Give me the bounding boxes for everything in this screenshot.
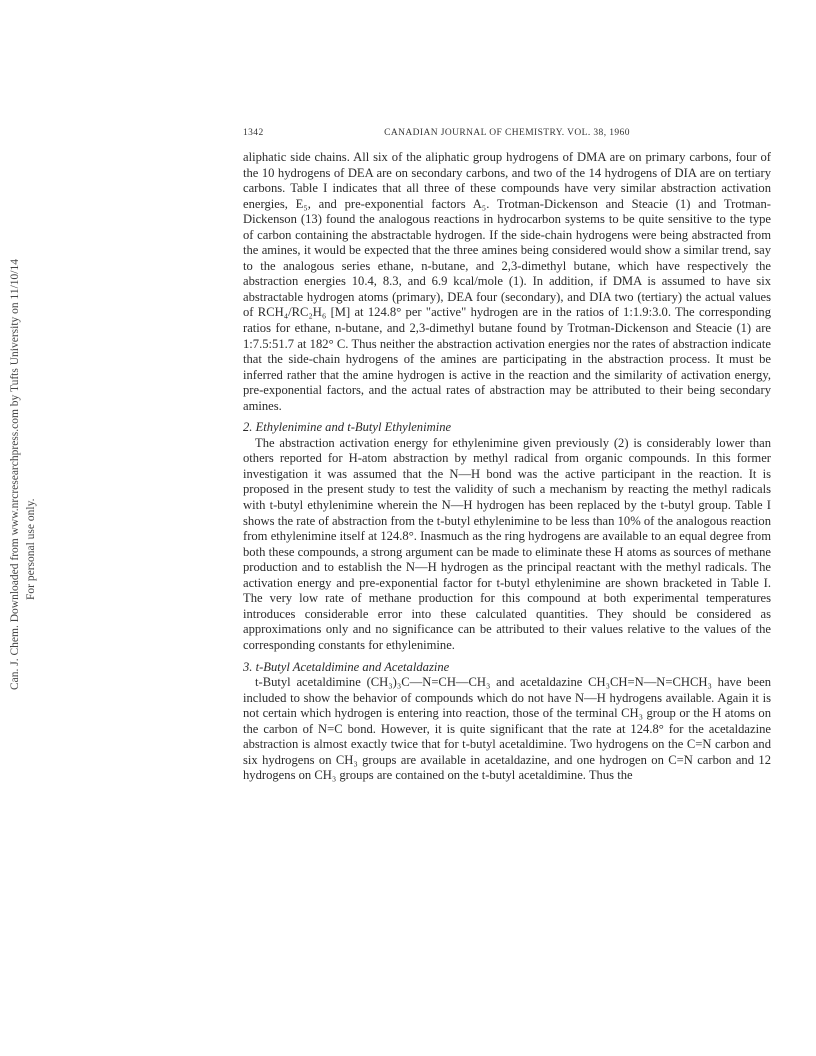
page-number: 1342 (243, 128, 264, 138)
section-heading-acetaldimine: 3. t-Butyl Acetaldimine and Acetaldazine (243, 659, 450, 674)
paragraph-ethylenimine: The abstraction activation energy for ethylenimine given previously (2) is considerably lower than others reported for H-atom abstraction by methyl radical from organic compounds. In this former investigation it was assumed that the N—H bond was the active participant in the reaction. It is proposed in the present study to test the validity of such a mechanism by reacting the methyl radicals with t-butyl ethylenimine wherein the N—H hydrogen has been replaced by the t-butyl group. Table I shows the rate of abstraction from the t-butyl ethylenimine to be less than 10% of the analogous reaction from ethylenimine itself at 124.8°. Inasmuch as the ring hydrogens are available to an equal degree from both these compounds, a strong argument can be made to eliminate these H atoms as sources of methane production and to establish the N—H hydrogen as the principal reactant with the methyl radicals. The activation energy and pre-exponential factor for t-butyl ethylenimine are shown bracketed in Table I. The very low rate of methane production for this compound at both experimental temperatures introduces considerable error into these calculated quantities. They should be considered as approximations only and no significance can be attributed to their values relative to the values of the corresponding constants for ethylenimine. (243, 435, 771, 652)
section-heading-ethylenimine: 2. Ethylenimine and t-Butyl Ethylenimine (243, 420, 452, 435)
download-notice: Can. J. Chem. Downloaded from www.nrcresearchpress.com by Tufts University on 11/10/14 (9, 259, 21, 690)
paragraph-aliphatic-chains: aliphatic side chains. All six of the aliphatic group hydrogens of DMA are on primary carbons, four of the 10 hydrogens of DEA are on secondary carbons, and two of the 14 hydrogens of DIA are on tertiary carbons. Table I indicates that all three of these compounds have very similar abstraction activation energies, E₅, and pre-exponential factors A₅. Trotman-Dickenson and Steacie (1) and Trotman-Dickenson (13) found the analogous reactions in hydrocarbon systems to be quite sensitive to the type of carbon containing the abstractable hydrogen. If the side-chain hydrogens were being abstracted from the amines, it would be expected that the three amines being considered would show a similar trend, say to the analogous series ethane, n-butane, and 2,3-dimethyl butane, which have respectively the abstraction energies 10.4, 8.3, and 6.9 kcal/mole (1). In addition, if DMA is assumed to have six abstractable hydrogen atoms (primary), DEA four (secondary), and DIA two (tertiary) the actual values of RCH₄/RC₂H₆ [M] at 124.8° per "active" hydrogen are in the ratios of 1:1.9:3.0. The corresponding ratios for ethane, n-butane, and 2,3-dimethyl butane found by Trotman-Dickenson and Steacie (1) are 1:7.5:51.7 at 182° C. Thus neither the abstraction activation energies nor the rates of abstraction indicate that the side-chain hydrogens of the amines are participating in the abstraction process. It must be inferred rather that the amine hydrogen is active in the reaction and the similarity of activation energy, pre-exponential factors, and the actual rates of abstraction may be attributed to their being secondary amines. (243, 150, 771, 413)
paragraph-acetaldimine: t-Butyl acetaldimine (CH₃)₃C—N=CH—CH₃ and acetaldazine CH₃CH=N—N=CHCH₃ have been included to show the behavior of compounds which do not have N—H hydrogens available. Again it is not certain which hydrogen is entering into reaction, those of the terminal CH₃ group or the H atoms on the carbon of N=C bond. However, it is quite significant that the rate at 124.8° for the acetaldazine abstraction is almost exactly twice that for t-butyl acetaldimine. Two hydrogens on the C=N carbon and six hydrogens on CH₃ groups are available in acetaldazine, and one hydrogen on C=N carbon and 12 hydrogens on CH₃ groups are contained on the t-butyl acetaldimine. Thus the (243, 675, 771, 783)
journal-title: CANADIAN JOURNAL OF CHEMISTRY. VOL. 38, 1960 (384, 128, 630, 138)
personal-use-notice: For personal use only. (25, 498, 37, 600)
article-body (243, 150, 771, 784)
download-watermark (0, 130, 49, 690)
